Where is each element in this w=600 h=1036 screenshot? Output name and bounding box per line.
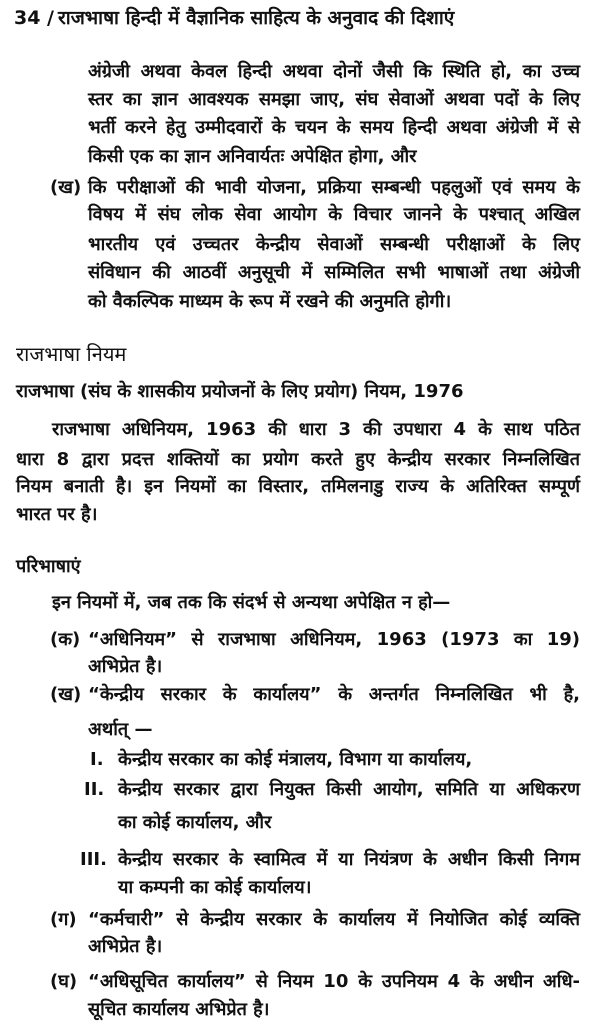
text-line: कि परीक्षाओं की भावी योजना, प्रक्रिया सम्बन्धी पहलुओं एवं समय के — [88, 177, 580, 198]
clause-label: (घ) — [50, 971, 78, 992]
rules-title: राजभाषा (संघ के शासकीय प्रयोजनों के लिए प्रयोग) नियम, 1976 — [16, 381, 464, 402]
text-line: का कोई कार्यालय, और — [118, 812, 272, 833]
section-heading: राजभाषा नियम — [16, 342, 127, 366]
text-line: केन्द्रीय सरकार का कोई मंत्रालय, विभाग या कार्यालय, — [118, 749, 473, 770]
text-line: विषय में संघ लोक सेवा आयोग के विचार जानने के पश्चात् अखिल — [88, 204, 580, 225]
text-line: राजभाषा अधिनियम, 1963 की धारा 3 की उपधारा 4 के साथ पठित — [52, 419, 580, 440]
text-line: अभिप्रेत है। — [88, 656, 163, 677]
page-number: 34 / — [14, 7, 54, 29]
text-line: धारा 8 द्वारा प्रदत्त शक्तियों का प्रयोग करते हुए केन्द्रीय सरकार निम्नलिखित — [16, 449, 580, 470]
text-line: नियम बनाती है। इन नियमों का विस्तार, तमिलनाडु राज्य के अतिरिक्त सम्पूर्ण — [16, 476, 580, 497]
definitions-heading: परिभाषाएं — [16, 556, 81, 577]
text-line: अभिप्रेत है। — [88, 936, 163, 957]
text-line: अंग्रेजी अथवा केवल हिन्दी अथवा दोनों जैसी कि स्थिति हो, का उच्च — [88, 61, 580, 82]
definitions-intro: इन नियमों में, जब तक कि संदर्भ से अन्यथा अपेक्षित न हो— — [52, 592, 451, 613]
clause-label: (ख) — [50, 684, 82, 705]
text-line: भारत पर है। — [16, 504, 98, 525]
text-line: “कर्मचारी” से केन्द्रीय सरकार के कार्यालय में नियोजित कोई व्यक्ति — [88, 909, 580, 930]
text-line: “अधिनियम” से राजभाषा अधिनियम, 1963 (1973 का 19) — [88, 629, 580, 650]
roman-label: III. — [80, 849, 107, 870]
clause-label: (क) — [50, 629, 81, 650]
text-line: सूचित कार्यालय अभिप्रेत है। — [88, 999, 270, 1020]
text-line: “अधिसूचित कार्यालय” से नियम 10 के उपनियम 4 के अधीन अधि- — [88, 971, 580, 992]
text-line: स्तर का ज्ञान आवश्यक समझा जाए, संघ सेवाओं अथवा पदों के लिए — [88, 89, 580, 110]
text-line: केन्द्रीय सरकार द्वारा नियुक्त किसी आयोग, समिति या अधिकरण — [118, 779, 580, 800]
clause-label: (ख) — [50, 177, 82, 198]
roman-label: I. — [90, 749, 104, 770]
text-line: संविधान की आठवीं अनुसूची में सम्मिलित सभी भाषाओं तथा अंग्रेजी — [88, 262, 580, 283]
text-line: केन्द्रीय सरकार के स्वामित्व में या नियंत्रण के अधीन किसी निगम — [118, 849, 580, 870]
text-line: अर्थात् — — [88, 719, 153, 740]
text-line: भर्ती करने हेतु उम्मीदवारों के चयन के समय हिन्दी अथवा अंग्रेजी में से — [88, 117, 580, 138]
text-line: या कम्पनी का कोई कार्यालय। — [118, 877, 312, 898]
roman-label: II. — [84, 779, 105, 800]
text-line: को वैकल्पिक माध्यम के रूप में रखने की अनुमति होगी। — [88, 291, 452, 312]
text-line: “केन्द्रीय सरकार के कार्यालय” के अन्तर्गत निम्नलिखित भी है, — [88, 684, 580, 705]
text-line: भारतीय एवं उच्चतर केन्द्रीय सेवाओं सम्बन्धी परीक्षाओं के लिए — [88, 234, 580, 255]
running-title: राजभाषा हिन्दी में वैज्ञानिक साहित्य के अनुवाद की दिशाएं — [58, 7, 455, 29]
clause-label: (ग) — [50, 909, 77, 930]
text-line: किसी एक का ज्ञान अनिवार्यतः अपेक्षित होगा, और — [88, 146, 417, 167]
